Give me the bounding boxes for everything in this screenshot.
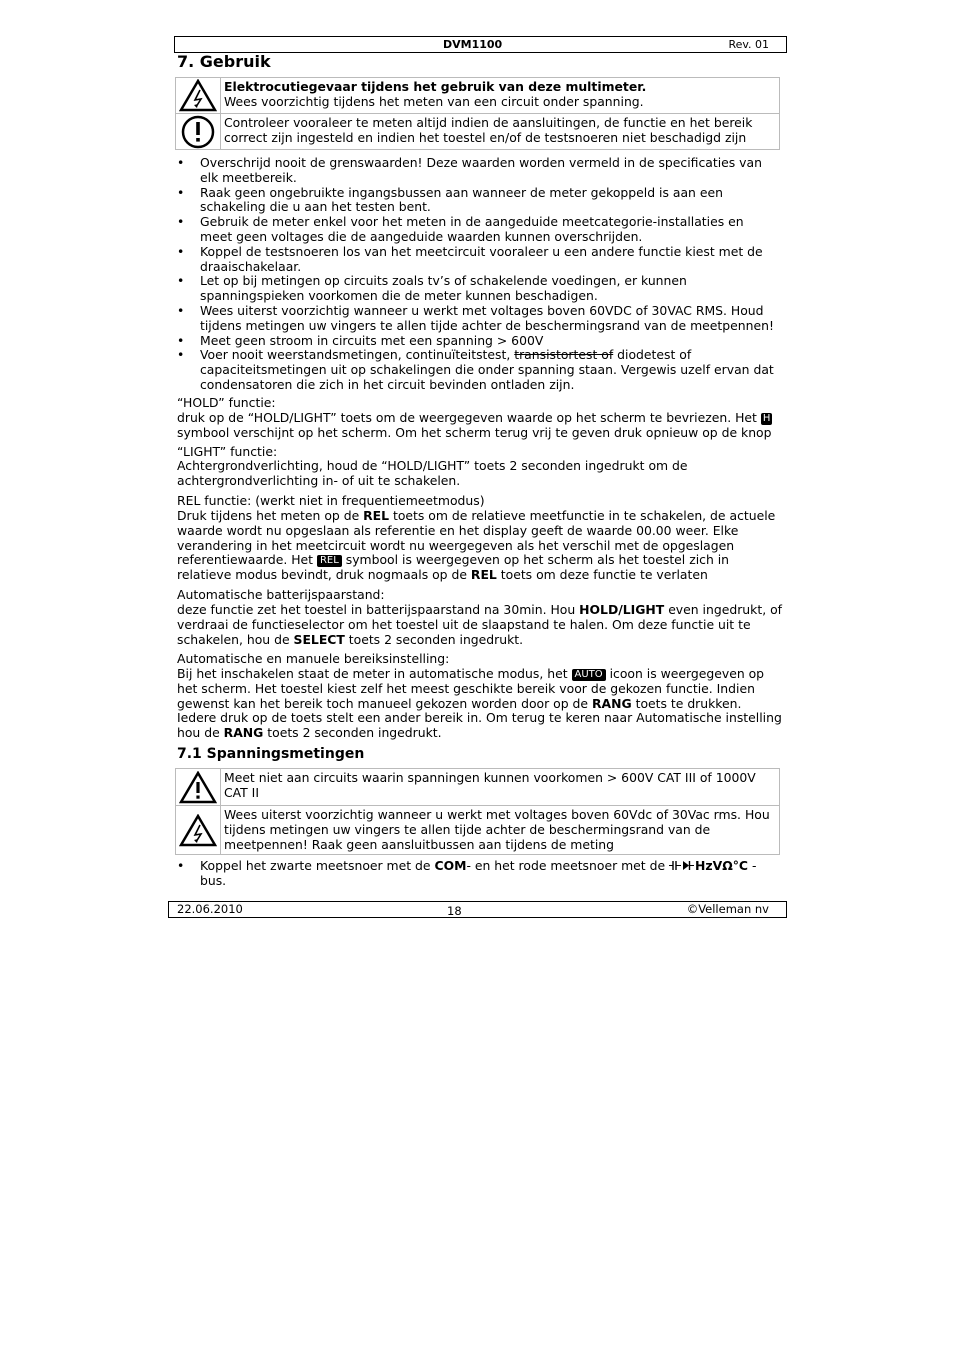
list-item: • Meet geen stroom in circuits met een spanning > 600V — [177, 334, 779, 349]
text-run: Druk tijdens het meten op de — [177, 508, 364, 523]
subsection-title: 7.1 Spanningsmetingen — [177, 746, 365, 762]
page-footer — [168, 901, 787, 918]
exclamation-circle-icon — [176, 114, 221, 150]
text-run: - en het rode meetsnoer met de — [466, 858, 670, 873]
text-run: toets om deze functie te verlaten — [496, 567, 708, 583]
text-run: toets 2 seconden ingedrukt. — [263, 725, 442, 741]
page-number: 18 — [447, 904, 462, 918]
warning-text: Wees uiterst voorzichtig wanneer u werkt met voltages boven 60Vdc of 30Vac rms. Hou tijdens metingen uw vingers te allen tijde achter de beschermingsrand van de meetpennen! Raak geen aansluitbussen aan tijdens de meting — [221, 806, 780, 855]
light-text: Achtergrondverlichting, houd de “HOLD/LIGHT” toets 2 seconden ingedrukt om de achtergrondverlichting in- of uit te schakelen. — [177, 458, 688, 488]
bold-run: REL — [363, 508, 390, 523]
section-title: 7. Gebruik — [177, 52, 271, 71]
list-item: • Let op bij metingen op circuits zoals tv’s of schakelende voedingen, er kunnen spanningspieken voorkomen die de meter kunnen beschadigen. — [177, 274, 779, 304]
struck-text: transistortest of — [514, 347, 614, 363]
rel-symbol-icon: REL — [317, 555, 342, 567]
list-item: • Gebruik de meter enkel voor het meten in de aangeduide meetcategorie-installaties en meet geen voltages die de aangeduide waarden kunnen overschrijden. — [177, 215, 779, 245]
footer-date: 22.06.2010 — [177, 902, 243, 916]
electric-hazard-icon — [176, 806, 221, 855]
connect-list — [177, 859, 779, 889]
auto-symbol-icon: AUTO — [572, 669, 606, 681]
hold-title: “HOLD” functie: — [177, 395, 276, 410]
warning-text: Meet niet aan circuits waarin spanningen kunnen voorkomen > 600V CAT III of 1000V CAT II — [221, 769, 780, 806]
warning-table-top — [175, 77, 780, 150]
bold-run: RANG — [591, 695, 632, 711]
text-run: druk op de “HOLD/LIGHT” toets om de weergegeven waarde op het scherm te bevriezen. Het — [177, 410, 761, 425]
text-run: Bij het inschakelen staat de meter in automatische modus, het — [177, 666, 572, 681]
text-run: even ingedrukt, of verdraai de functieselector om het toestel uit de slaapstand te halen. Om deze functie uit te schakelen, hou de — [177, 602, 783, 647]
bold-run: SELECT — [293, 631, 345, 647]
text-run: symbool is weergegeven op het scherm als het toestel zich in relatieve modus bevindt, druk nogmaals op de — [177, 552, 730, 583]
range-title: Automatische en manuele bereiksinstelling: — [177, 651, 450, 666]
bold-run: COM — [434, 858, 467, 873]
list-item: • Raak geen ongebruikte ingangsbussen aan wanneer de meter gekoppeld is aan een schakeling die u aan het testen bent. — [177, 186, 779, 216]
text-run: toets te drukken. Iedere druk op de toets stelt een ander bereik in. Om terug te keren naar Automatische instelling hou de — [177, 695, 782, 741]
warning-bold: Elektrocutiegevaar tijdens het gebruik van deze multimeter. — [224, 79, 647, 94]
text-run: -bus. — [200, 858, 757, 888]
electric-hazard-icon — [176, 78, 221, 114]
battery-text — [177, 603, 782, 647]
precautions-list — [177, 156, 779, 393]
warning-text: Controleer vooraleer te meten altijd indien de aansluitingen, de functie en het bereik correct zijn ingesteld en indien het toestel en/of de testsnoeren niet beschadigd zijn — [221, 114, 780, 150]
text-run: Voer nooit weerstandsmetingen, continuïteitstest, — [200, 347, 515, 363]
footer-copyright: ©Velleman nv — [686, 902, 769, 916]
warning-triangle-icon — [176, 769, 221, 806]
rel-text — [177, 509, 782, 583]
hold-symbol-icon: H — [762, 413, 771, 424]
light-title: “LIGHT” functie: — [177, 444, 278, 459]
list-item — [177, 859, 779, 889]
list-item: • Overschrijd nooit de grenswaarden! Deze waarden worden vermeld in de specificaties van elk meetbereik. — [177, 156, 779, 186]
bold-run: REL — [470, 567, 497, 583]
range-text — [177, 667, 782, 741]
list-item: • Wees uiterst voorzichtig wanneer u werkt met voltages boven 60VDC of 30VAC RMS. Houd tijdens metingen uw vingers te allen tijde achter de beschermingsrand van de meetpennen! — [177, 304, 779, 334]
bold-run: RANG — [223, 725, 264, 741]
list-item — [177, 348, 779, 392]
text-run: toets om de relatieve meetfunctie in te schakelen, de actuele waarde wordt nu opgeslaan als referentie en het display geeft de waarde 00.00 weer. Elke verandering in het meetcircuit wordt nu weergegeven als het verschil met de opgeslagen referentiewaarde. Het — [177, 508, 776, 568]
list-item: • Koppel de testsnoeren los van het meetcircuit vooraleer u een andere functie kiest met de draaischakelaar. — [177, 245, 779, 275]
bold-run: HOLD/LIGHT — [579, 602, 665, 617]
text-run: deze functie zet het toestel in batterijspaarstand na 30min. Hou — [177, 602, 580, 617]
capacitor-diode-icon — [669, 860, 695, 871]
header-revision: Rev. 01 — [728, 38, 769, 51]
warning-table-voltage — [175, 768, 780, 855]
bold-run: HzVΩ°C — [695, 858, 749, 873]
warning-text — [221, 78, 780, 114]
battery-title: Automatische batterijspaarstand: — [177, 587, 385, 602]
text-run: diodetest of capaciteitsmetingen uit op schakelingen die onder spanning staan. Vergewis uzelf ervan dat condensatoren die zich in het circuit bevinden ontladen zijn. — [200, 347, 774, 392]
text-run: icoon is weergegeven op het scherm. Het toestel kiest zelf het meest geschikte bereik voor de gekozen functie. Indien gewenst kan het bereik toch manueel gekozen worden door op de — [177, 666, 765, 711]
header-model: DVM1100 — [443, 38, 503, 51]
rel-title: REL functie: (werkt niet in frequentiemeetmodus) — [177, 493, 485, 508]
warning-line: Wees voorzichtig tijdens het meten van een circuit onder spanning. — [224, 93, 644, 109]
text-run: toets 2 seconden ingedrukt. — [344, 631, 524, 647]
hold-text — [177, 411, 782, 441]
page-header — [174, 36, 787, 53]
text-run: Koppel het zwarte meetsnoer met de — [200, 858, 435, 873]
text-run: symbool verschijnt op het scherm. Om het scherm terug vrij te geven druk opnieuw op de knop — [177, 424, 772, 440]
